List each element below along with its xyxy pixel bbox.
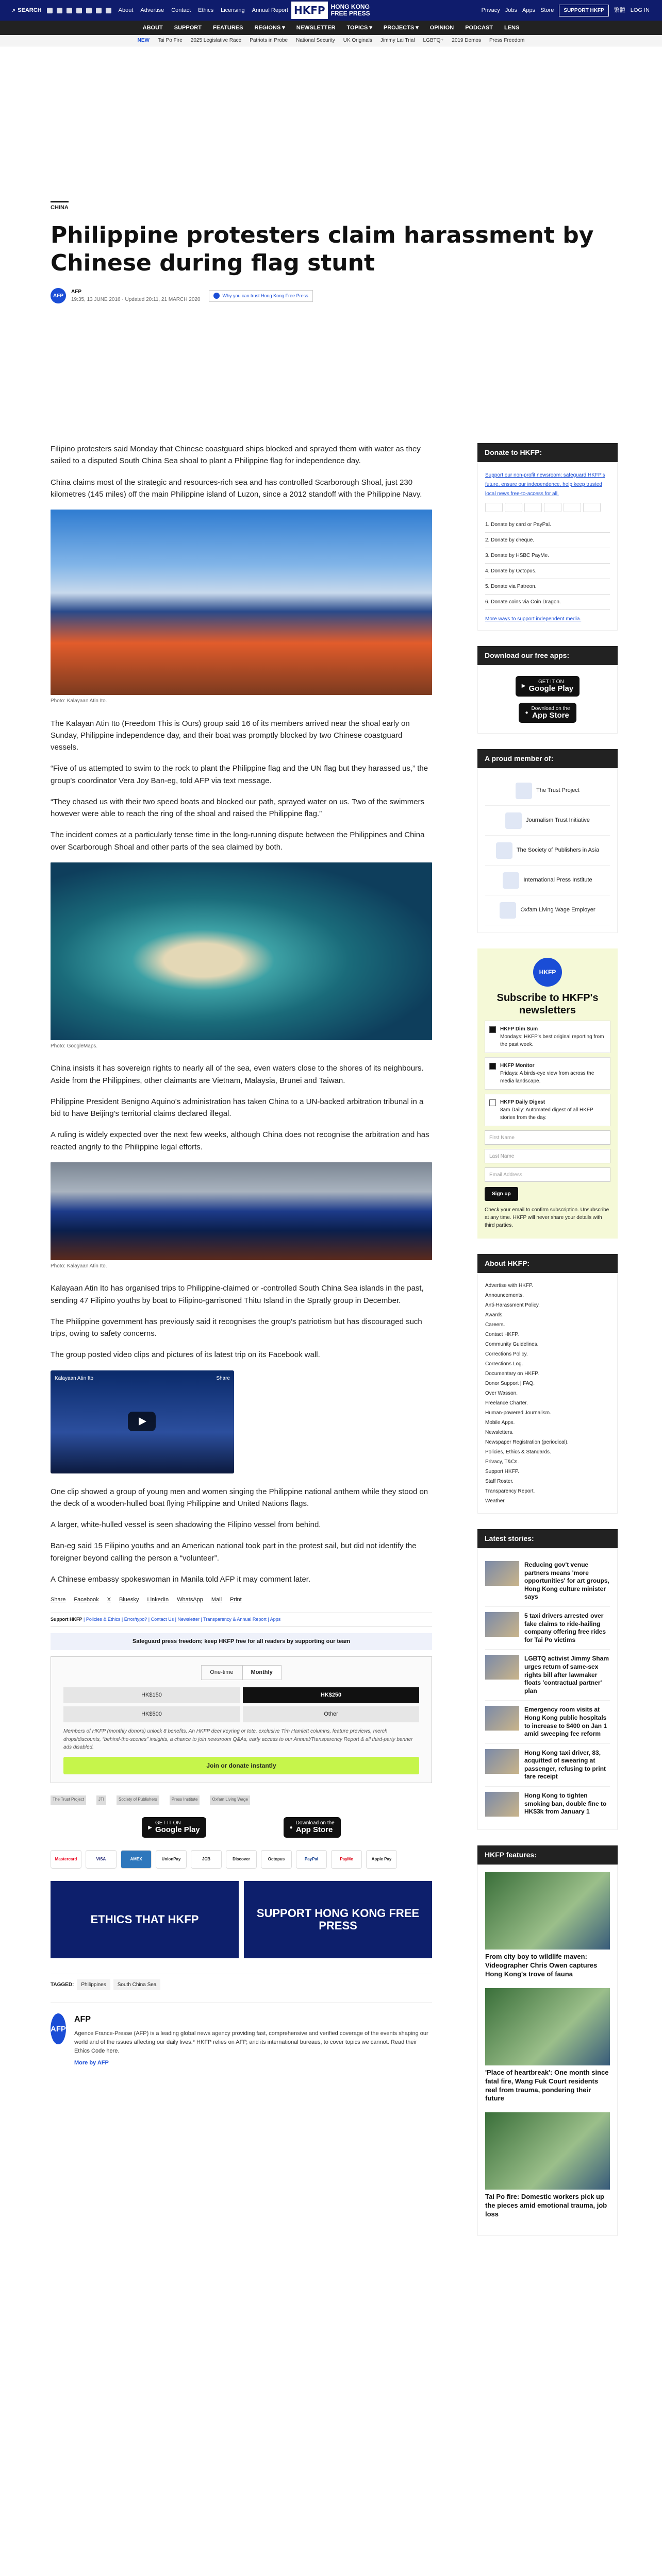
- nav-topics[interactable]: TOPICS ▾: [346, 24, 372, 31]
- about-heading: About HKFP:: [477, 1254, 618, 1273]
- facebook-video[interactable]: [51, 1370, 234, 1473]
- login-link[interactable]: LOG IN: [630, 7, 650, 13]
- share-facebook[interactable]: Facebook: [74, 1597, 99, 1603]
- apple-icon: ●: [289, 1824, 293, 1831]
- member-benefits-note: Members of HKFP (monthly donors) unlock 8 benefits. An HKFP deer keyring or tote, exclusive Tim Hamlett columns, feature previews, merch drops/discounts, “behind-the-scenes” insights, a chance to join newsroom Q&As, early access to our Annual/Transparency Report & all third-party banner ads disabled.: [63, 1728, 413, 1751]
- about-link[interactable]: Newspaper Registration (periodical).: [485, 1439, 569, 1445]
- rss-icon[interactable]: [106, 8, 111, 13]
- story-item[interactable]: Hong Kong to tighten smoking ban, double fine to HK$3k from January 1: [485, 1787, 610, 1822]
- member-org[interactable]: Oxfam Living Wage Employer: [485, 895, 610, 925]
- jcb-icon: [544, 503, 561, 512]
- story-item[interactable]: LGBTQ activist Jimmy Sham urges return of same-sex rights bill after lawmaker floats 'contractual partner' plan: [485, 1650, 610, 1701]
- footer-link[interactable]: Newsletter: [177, 1617, 200, 1622]
- paragraph: The Kalayan Atin Ito (Freedom This is Ours) group said 16 of its members arrived near the shoal early on Sunday, Philippine independence day, and their boat was promptly blocked by two Chinese coastguard vessels.: [51, 719, 410, 752]
- nav-about[interactable]: ABOUT: [142, 24, 163, 31]
- footer-link[interactable]: Error/typo?: [124, 1617, 147, 1622]
- article-title: Philippine protesters claim harassment by Chinese during flag stunt: [51, 222, 594, 276]
- newsletter-option[interactable]: HKFP Daily Digest 8am Daily: Automated digest of all HKFP stories from the day.: [485, 1094, 610, 1126]
- author-name[interactable]: AFP: [71, 289, 81, 295]
- top-link-licensing[interactable]: Licensing: [221, 7, 245, 13]
- paragraph: Filipino protesters said Monday that Chinese coastguard ships blocked and sprayed them with water as they sailed to a disputed South China Sea shoal to plant a Philippine flag for independence day.: [51, 445, 421, 466]
- figure: [51, 862, 432, 1050]
- amount-option[interactable]: HK$500: [63, 1706, 240, 1722]
- story-thumbnail: [485, 1655, 519, 1680]
- article-date: 19:35, 13 JUNE 2016 · Updated 20:11, 21 MARCH 2020: [71, 297, 201, 303]
- logo-ipi: Press Institute: [170, 1795, 200, 1805]
- about-link[interactable]: Advertise with HKFP.: [485, 1283, 534, 1289]
- donate-widget: [477, 462, 618, 631]
- logo-name: HONG KONG FREE PRESS: [330, 3, 370, 17]
- feature-item[interactable]: From city boy to wildlife maven: Videographer Chris Owen captures Hong Kong's trove of fauna: [485, 1872, 610, 1979]
- youtube-icon[interactable]: [76, 8, 82, 13]
- paragraph: The Philippine government has previously said it recognises the group's patriotism but has discouraged such trips, owing to safety concerns.: [51, 1317, 422, 1338]
- mastercard-icon: Mastercard: [51, 1850, 81, 1869]
- nav-support[interactable]: SUPPORT: [174, 24, 202, 31]
- top-link-ethics[interactable]: Ethics: [198, 7, 214, 13]
- top-link-apps[interactable]: Apps: [522, 7, 536, 13]
- photo-caption: Photo: GoogleMaps.: [51, 1043, 98, 1049]
- trending-bar: [0, 35, 662, 46]
- checkbox-checked[interactable]: [489, 1063, 496, 1070]
- top-link-jobs[interactable]: Jobs: [505, 7, 517, 13]
- features-list: [477, 1865, 618, 2236]
- google-play-button[interactable]: ▶ GET IT ON Google Play: [142, 1817, 206, 1838]
- member-org[interactable]: The Trust Project: [485, 776, 610, 806]
- tags-label: TAGGED:: [51, 1981, 74, 1988]
- paragraph: The group posted video clips and pictures of its latest trip on its Facebook wall.: [51, 1350, 320, 1360]
- app-store-button[interactable]: ● Download on the App Store: [284, 1817, 341, 1838]
- social-icons: [47, 8, 111, 13]
- trust-link[interactable]: Why you can trust Hong Kong Free Press: [209, 290, 313, 302]
- logo-trust-project: The Trust Project: [51, 1795, 86, 1805]
- newsletter-note: Check your email to confirm subscription. Unsubscribe at any time. HKFP will never share your details with third parties.: [485, 1207, 609, 1228]
- nav-podcast[interactable]: PODCAST: [465, 24, 493, 31]
- donate-heading: Donate to HKFP:: [477, 443, 618, 462]
- about-link[interactable]: Corrections Log.: [485, 1361, 523, 1367]
- footer-link[interactable]: Apps: [270, 1617, 281, 1622]
- paragraph: “They chased us with their two speed boats and blocked our path, sprayed water on us. Two of the swimmers however were able to reach the ring of the shoal and raised the Philippine flag.”: [51, 797, 425, 818]
- play-store-icon: ▶: [148, 1824, 152, 1831]
- share-bar: [51, 1596, 432, 1604]
- amount-option[interactable]: HK$150: [63, 1687, 240, 1703]
- share-label[interactable]: Share: [51, 1597, 66, 1603]
- trending-new-badge: NEW: [137, 38, 150, 43]
- email-field[interactable]: Email Address: [485, 1167, 610, 1182]
- sidebar: [477, 443, 618, 2251]
- about-link[interactable]: Staff Roster.: [485, 1479, 514, 1484]
- tab-one-time[interactable]: One-time: [201, 1665, 242, 1680]
- payment-logos: [51, 1850, 432, 1869]
- features-heading: HKFP features:: [477, 1845, 618, 1865]
- author-box-avatar[interactable]: AFP: [51, 2013, 66, 2044]
- apple-icon: ●: [525, 709, 528, 716]
- member-org[interactable]: The Society of Publishers in Asia: [485, 836, 610, 866]
- figure: [51, 510, 432, 705]
- photo-caption: Photo: Kalayaan Atin Ito.: [51, 698, 107, 704]
- about-link[interactable]: Careers.: [485, 1322, 505, 1328]
- newsletter-widget: [477, 948, 618, 1239]
- amex-icon: AMEX: [121, 1850, 152, 1869]
- article-category[interactable]: CHINA: [51, 201, 69, 212]
- donate-method[interactable]: 5. Donate via Patreon.: [485, 579, 610, 595]
- story-thumbnail: [485, 1612, 519, 1637]
- about-list: [477, 1273, 618, 1514]
- trending-item[interactable]: 2019 Demos: [452, 38, 481, 43]
- article-header: [51, 201, 618, 303]
- support-hkfp-button[interactable]: SUPPORT HKFP: [559, 5, 608, 16]
- about-link[interactable]: Documentary on HKFP.: [485, 1371, 539, 1377]
- apps-heading: Download our free apps:: [477, 646, 618, 665]
- first-name-field[interactable]: First Name: [485, 1130, 610, 1145]
- feature-item[interactable]: 'Place of heartbreak': One month since fatal fire, Wang Fuk Court residents reel from trauma, pondering their future: [485, 1988, 610, 2104]
- feature-item[interactable]: Tai Po fire: Domestic workers pick up the pieces amid emotional trauma, job loss: [485, 2112, 610, 2219]
- about-link[interactable]: Anti-Harassment Policy.: [485, 1302, 540, 1308]
- top-link-privacy[interactable]: Privacy: [481, 7, 500, 13]
- donation-form: [51, 1656, 432, 1783]
- paragraph: One clip showed a group of young men and women singing the Philippine national anthem while they stood on the deck of a wooden-hulled boat flying Philippine and United Nations flags.: [51, 1487, 428, 1508]
- donate-method[interactable]: 6. Donate coins via Coin Dragon.: [485, 595, 610, 610]
- author-box: [51, 2003, 432, 2067]
- search-button[interactable]: ⌕ SEARCH: [12, 6, 42, 15]
- newsletter-option[interactable]: HKFP Dim Sum Mondays: HKFP's best original reporting from the past week.: [485, 1021, 610, 1053]
- unionpay-icon: UnionPay: [156, 1850, 187, 1869]
- checkbox-checked[interactable]: [489, 1026, 496, 1033]
- paragraph: China claims most of the strategic and resources-rich sea and has controlled Scarborough Shoal, just 230 kilometres (145 miles) off the main Philippine island of Luzon, since a 2012 standoff with the Philippine Navy.: [51, 478, 422, 499]
- tag[interactable]: Philippines: [77, 1979, 110, 1991]
- support-banner[interactable]: SUPPORT HONG KONG FREE PRESS: [244, 1881, 432, 1958]
- about-link[interactable]: Contact HKFP.: [485, 1332, 519, 1337]
- trending-item[interactable]: Tai Po Fire: [157, 38, 183, 43]
- member-widget: [477, 768, 618, 933]
- logo-jti: JTI: [96, 1795, 106, 1805]
- about-link[interactable]: Over Wasson.: [485, 1391, 518, 1396]
- donate-method[interactable]: 1. Donate by card or PayPal.: [485, 517, 610, 533]
- about-link[interactable]: Awards.: [485, 1312, 504, 1318]
- article-body: [51, 443, 432, 2067]
- app-store-button[interactable]: ● Download on the App Store: [519, 703, 576, 723]
- top-bar: [0, 0, 662, 21]
- donate-banner: Safeguard press freedom; keep HKFP free for all readers by supporting our team: [51, 1633, 432, 1650]
- tab-monthly[interactable]: Monthly: [242, 1665, 282, 1680]
- donate-method[interactable]: 2. Donate by cheque.: [485, 533, 610, 548]
- nav-newsletter[interactable]: NEWSLETTER: [296, 24, 336, 31]
- member-logos: [51, 1795, 432, 1805]
- about-link[interactable]: Transparency Report.: [485, 1488, 535, 1494]
- trending-item[interactable]: National Security: [296, 38, 335, 43]
- feature-image: [485, 1872, 610, 1950]
- apps-widget: [477, 665, 618, 734]
- logo-mark: HKFP: [291, 2, 328, 19]
- story-item[interactable]: Reducing gov't venue partners means 'more opportunities' for art groups, Hong Kong culture minister says: [485, 1556, 610, 1607]
- logo-sopa: Society of Publishers: [117, 1795, 159, 1805]
- threads-icon[interactable]: [86, 8, 92, 13]
- top-link-annual-report[interactable]: Annual Report: [252, 7, 288, 13]
- about-link[interactable]: Corrections Policy.: [485, 1351, 528, 1357]
- logo-oxfam: Oxfam Living Wage: [210, 1795, 250, 1805]
- share-print[interactable]: Print: [230, 1597, 242, 1603]
- member-heading: A proud member of:: [477, 749, 618, 768]
- trending-item[interactable]: UK Originals: [343, 38, 372, 43]
- about-link[interactable]: Announcements.: [485, 1293, 524, 1298]
- share-mail[interactable]: Mail: [211, 1597, 222, 1603]
- about-link[interactable]: Weather.: [485, 1498, 506, 1504]
- last-name-field[interactable]: Last Name: [485, 1149, 610, 1163]
- amount-option-selected[interactable]: HK$250: [243, 1687, 419, 1703]
- checkbox[interactable]: [489, 1099, 496, 1106]
- visa-icon: [505, 503, 522, 512]
- about-link[interactable]: Support HKFP.: [485, 1469, 519, 1475]
- author-box-name[interactable]: AFP: [74, 2015, 91, 2024]
- footer-links: Support HKFP | Policies & Ethics | Error/typo? | Contact Us | Newsletter | Transparency & Annual Report | Apps: [51, 1613, 432, 1627]
- about-link[interactable]: Human-powered Journalism.: [485, 1410, 551, 1416]
- play-icon[interactable]: [128, 1412, 156, 1431]
- more-ways-link[interactable]: More ways to support independent media.: [485, 616, 582, 622]
- nav-projects[interactable]: PROJECTS ▾: [383, 24, 419, 31]
- nav-features[interactable]: FEATURES: [212, 24, 243, 31]
- octopus-icon: Octopus: [261, 1850, 292, 1869]
- sopa-icon: [496, 842, 512, 859]
- top-link-store[interactable]: Store: [540, 7, 554, 13]
- story-item[interactable]: Hong Kong taxi driver, 83, acquitted of swearing at passenger, refusing to print fare receipt: [485, 1744, 610, 1787]
- paragraph: China insists it has sovereign rights to nearly all of the sea, even waters close to the shores of its neighbours. Aside from the Philippines, other claimants are Vietnam, Malaysia, Brunei and Taiwan.: [51, 1064, 424, 1085]
- paragraph: A Chinese embassy spokeswoman in Manila told AFP it may comment later.: [51, 1574, 311, 1584]
- share-whatsapp[interactable]: WhatsApp: [177, 1597, 203, 1603]
- ethics-banner[interactable]: ETHICS THAT HKFP: [51, 1881, 239, 1958]
- share-bluesky[interactable]: Bluesky: [119, 1597, 139, 1603]
- tag[interactable]: South China Sea: [113, 1979, 161, 1991]
- about-link[interactable]: Freelance Charter.: [485, 1400, 528, 1406]
- top-link-about[interactable]: About: [118, 7, 134, 13]
- donate-method[interactable]: 3. Donate by HSBC PayMe.: [485, 548, 610, 564]
- x-icon[interactable]: [57, 8, 62, 13]
- facebook-icon[interactable]: [47, 8, 53, 13]
- about-link[interactable]: Privacy, T&Cs.: [485, 1459, 519, 1465]
- discover-icon: Discover: [226, 1850, 257, 1869]
- top-link-contact[interactable]: Contact: [171, 7, 191, 13]
- latest-heading: Latest stories:: [477, 1529, 618, 1548]
- trust-icon: [213, 293, 220, 299]
- member-org[interactable]: International Press Institute: [485, 866, 610, 895]
- jti-icon: [505, 812, 522, 829]
- trending-item[interactable]: Jimmy Lai Trial: [380, 38, 415, 43]
- linkedin-icon[interactable]: [96, 8, 102, 13]
- play-store-icon: ▶: [521, 683, 526, 689]
- donate-payment-icons: [485, 503, 610, 512]
- newsletter-option[interactable]: HKFP Monitor Fridays: A birds-eye view from across the media landscape.: [485, 1057, 610, 1090]
- video-share[interactable]: Share: [216, 1375, 230, 1381]
- story-thumbnail: [485, 1561, 519, 1586]
- figure: [51, 1162, 432, 1270]
- story-item[interactable]: Emergency room visits at Hong Kong public hospitals to increase to $400 on Jan 1 amid sweeping fee reform: [485, 1701, 610, 1743]
- photo-caption: Photo: Kalayaan Atin Ito.: [51, 1263, 107, 1269]
- nav-regions[interactable]: REGIONS ▾: [254, 24, 285, 31]
- footer-link-support[interactable]: Support HKFP: [51, 1617, 82, 1622]
- donate-intro[interactable]: Support our non-profit newsroom: safeguard HKFP's future, ensure our independence, help keep trusted local news free-to-access for all.: [485, 472, 605, 497]
- paragraph: “Five of us attempted to swim to the rock to plant the Philippine flag and the UN flag but they harassed us,” the group's coordinator Vera Joy Ban-eg, told AFP via text message.: [51, 764, 428, 785]
- join-button[interactable]: Join or donate instantly: [63, 1757, 419, 1775]
- paragraph: Kalayaan Atin Ito has organised trips to Philippine-claimed or -controlled South China Sea islands in the past, sending 47 Filipino youths by boat to Filipino-garrisoned Thitu Island in the Spratly group in December.: [51, 1284, 424, 1305]
- about-link[interactable]: Mobile Apps.: [485, 1420, 515, 1426]
- story-thumbnail: [485, 1749, 519, 1774]
- about-link[interactable]: Donor Support | FAQ.: [485, 1381, 535, 1386]
- footer-link[interactable]: Transparency & Annual Report: [203, 1617, 267, 1622]
- paragraph: Philippine President Benigno Aquino's administration has taken China to a UN-backed arbitration tribunal in a bid to have Beijing's territorial claims declared illegal.: [51, 1097, 424, 1118]
- about-link[interactable]: Newsletters.: [485, 1430, 514, 1435]
- footer-link[interactable]: Contact Us: [151, 1617, 174, 1622]
- photo-protesters-flag: [51, 510, 432, 695]
- trending-item[interactable]: Press Freedom: [489, 38, 525, 43]
- main-nav: [0, 21, 662, 35]
- newsletter-title: Subscribe to HKFP's newsletters: [496, 992, 599, 1016]
- apple-pay-icon: Apple Pay: [366, 1850, 397, 1869]
- byline: [51, 288, 618, 303]
- trending-item[interactable]: Patriots in Probe: [250, 38, 288, 43]
- payme-icon: PayMe: [331, 1850, 362, 1869]
- paragraph: A ruling is widely expected over the next few weeks, although China does not recognise the arbitration and has reacted angrily to the Philippine legal efforts.: [51, 1130, 429, 1151]
- paypal-icon: PayPal: [296, 1850, 327, 1869]
- ipi-icon: [503, 872, 519, 889]
- about-link[interactable]: Community Guidelines.: [485, 1342, 539, 1347]
- signup-button[interactable]: Sign up: [485, 1187, 518, 1201]
- site-logo[interactable]: [291, 2, 370, 19]
- payme-icon: [583, 503, 601, 512]
- jcb-icon: JCB: [191, 1850, 222, 1869]
- donate-method[interactable]: 4. Donate by Octopus.: [485, 564, 610, 579]
- paypal-icon: [564, 503, 581, 512]
- language-switch[interactable]: 繁體: [614, 7, 625, 13]
- paragraph: Ban-eg said 15 Filipino youths and an American national took part in the protest sail, but did not identify the foreigner beyond calling the person a “volunteer”.: [51, 1541, 417, 1563]
- hkfp-badge: HKFP: [533, 958, 562, 987]
- author-avatar[interactable]: AFP: [51, 288, 66, 303]
- search-icon: ⌕: [12, 7, 16, 13]
- photo-protest-banner: [51, 1162, 432, 1260]
- google-play-button[interactable]: ▶ GET IT ON Google Play: [516, 676, 580, 697]
- promo-banners: [51, 1881, 432, 1958]
- amex-icon: [524, 503, 542, 512]
- more-by-author-link[interactable]: More by AFP: [74, 2060, 109, 2066]
- footer-link[interactable]: Policies & Ethics: [86, 1617, 121, 1622]
- trending-item[interactable]: LGBTQ+: [423, 38, 444, 43]
- amount-option-other[interactable]: Other: [243, 1706, 419, 1722]
- paragraph: A larger, white-hulled vessel is seen shadowing the Filipino vessel from behind.: [51, 1520, 321, 1529]
- mastercard-icon: [485, 503, 503, 512]
- trust-project-icon: [516, 783, 532, 799]
- story-thumbnail: [485, 1706, 519, 1731]
- share-linkedin[interactable]: LinkedIn: [147, 1597, 169, 1603]
- story-item[interactable]: 5 taxi drivers arrested over fake claims to ride-hailing company offering free rides for Tai Po victims: [485, 1607, 610, 1650]
- instagram-icon[interactable]: [67, 8, 72, 13]
- latest-stories: [477, 1548, 618, 1830]
- oxfam-icon: [500, 902, 516, 919]
- share-x[interactable]: X: [107, 1597, 111, 1603]
- story-thumbnail: [485, 1792, 519, 1817]
- photo-shoal-map: [51, 862, 432, 1040]
- nav-opinion[interactable]: OPINION: [429, 24, 454, 31]
- top-link-advertise[interactable]: Advertise: [140, 7, 164, 13]
- nav-lens[interactable]: LENS: [504, 24, 520, 31]
- app-buttons: [51, 1817, 432, 1838]
- tag-list: [51, 1974, 432, 1991]
- member-org[interactable]: Journalism Trust Initiative: [485, 806, 610, 836]
- author-bio: Agence France-Presse (AFP) is a leading global news agency providing fast, comprehensive and verified coverage of the events shaping our world and of the issues affecting our daily lives.* HKFP relies on AFP, and its international bureaus, to cover topics we cannot. Read their Ethics Code here.: [74, 2030, 428, 2055]
- paragraph: The incident comes at a particularly tense time in the long-running dispute between the Philippines and China over Scarborough Shoal and other parts of the sea claimed by both.: [51, 831, 425, 852]
- feature-image: [485, 1988, 610, 2065]
- about-link[interactable]: Policies, Ethics & Standards.: [485, 1449, 551, 1455]
- trending-item[interactable]: 2025 Legislative Race: [190, 38, 242, 43]
- video-title: Kalayaan Atin Ito: [55, 1375, 94, 1381]
- feature-image: [485, 2112, 610, 2190]
- visa-icon: VISA: [86, 1850, 117, 1869]
